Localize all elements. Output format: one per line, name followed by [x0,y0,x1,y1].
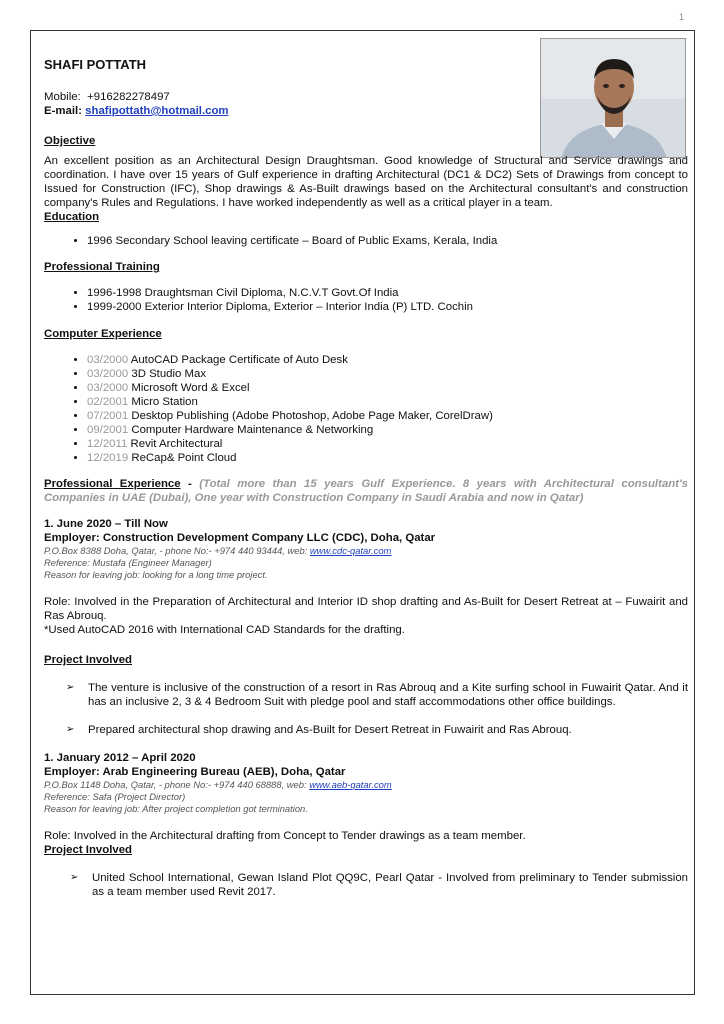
experience-summary-text: (Total more than 15 years Gulf Experience. 8 years with Architectural consultant's Companies in UAE (Dubai), One year with Construction Company in Saudi Arabia and now in Qatar) [44,478,688,504]
item-date: 03/2000 [87,382,129,394]
item-text: AutoCAD Package Certificate of Auto Desk [130,354,348,366]
item-text: Desktop Publishing (Adobe Photoshop, Adobe Page Maker, CorelDraw) [131,410,493,422]
job2-reference: Reference: Safa (Project Director) [44,791,186,802]
item-text: Revit Architectural [130,438,223,450]
training-list [44,286,688,314]
education-list [44,234,688,248]
objective-heading: Objective [44,135,96,147]
job1-employer: Employer: Construction Development Company LLC (CDC), Doha, Qatar [44,532,436,544]
job2-reason: Reason for leaving job: After project completion got termination. [44,803,308,814]
list-item [87,423,688,437]
list-item: • 1996-1998 Draughtsman Civil Diploma, N.C.V.T Govt.Of India [87,286,688,300]
item-text: Microsoft Word & Excel [131,382,250,394]
email-label: E-mail: [44,105,82,117]
list-item [87,437,688,451]
list-item [87,451,688,465]
training-heading: Professional Training [44,261,160,273]
job1-title: 1. June 2020 – Till Now [44,518,168,530]
list-item [87,381,688,395]
item-date: 03/2000 [87,354,129,366]
item-text: 3D Studio Max [131,368,207,380]
list-item [66,681,688,709]
list-item [66,723,688,737]
arrow-bullet-icon: ➢ [66,682,75,693]
experience-heading: Professional Experience [44,478,181,490]
job2-address [44,779,688,791]
list-item [87,409,688,423]
item-date: 12/2011 [87,438,128,450]
mobile-label: Mobile: [44,91,81,103]
item-date: 03/2000 [87,368,129,380]
item-date: 09/2001 [87,424,129,436]
job1-web-link[interactable]: www.cdc-qatar.com [309,545,392,556]
job2-title: 1. January 2012 – April 2020 [44,752,196,764]
computer-list [44,353,688,465]
mobile-line [44,90,688,104]
list-item [87,367,688,381]
item-date: 12/2019 [87,452,129,464]
experience-dash: - [180,478,200,490]
list-item [70,871,688,899]
item-text: The venture is inclusive of the construction of a resort in Ras Abrouq and a Kite surfing school in Fuwairit Qatar. And it has an inclusive 2, 3 & 4 Bedroom Suit with pledge pool and staff accommodations other office buildings. [88,682,688,708]
list-item [87,395,688,409]
job2-project-list [44,871,688,899]
job1-reason: Reason for leaving job: looking for a long time project. [44,569,268,580]
job2-projects-heading: Project Involved [44,844,132,856]
arrow-bullet-icon: ➢ [70,872,79,883]
job1-address [44,545,688,557]
email-line [44,104,688,118]
job2-employer: Employer: Arab Engineering Bureau (AEB), Doha, Qatar [44,766,346,778]
item-text: Computer Hardware Maintenance & Networking [131,424,374,436]
job2-address-text: P.O.Box 1148 Doha, Qatar, - phone No:- +974 440 68888, web: [44,779,310,790]
mobile-number: +916282278497 [87,91,170,103]
job1-projects-heading: Project Involved [44,654,132,666]
job2-web-link[interactable]: www.aeb-qatar.com [309,779,392,790]
email-link[interactable]: shafipottath@hotmail.com [85,105,229,117]
job1-address-text: P.O.Box 8388 Doha, Qatar, - phone No:- +974 440 93444, web: [44,545,310,556]
job1-note: *Used AutoCAD 2016 with International CAD Standards for the drafting. [44,624,405,636]
list-item: • 1996 Secondary School leaving certificate – Board of Public Exams, Kerala, India [87,234,688,248]
objective-text: An excellent position as an Architectural Design Draughtsman. Good knowledge of Structural and Service drawings and coordination. I have over 15 years of Gulf experience in drafting Architectural (DC1 & DC2) Sets of Drawings from concept to Issued for Construction (IFC), Shop drawings & As-Built drawings based on the Architectural consultant's and construction company's Rules and Regulations. I have worked independently as well as a critical player in a team. [44,155,688,209]
arrow-bullet-icon: ➢ [66,724,75,735]
item-date: 02/2001 [87,396,129,408]
item-text: Prepared architectural shop drawing and As-Built for Desert Retreat in Fuwairit and Ras Abrouq. [88,724,572,736]
job1-reference: Reference: Mustafa (Engineer Manager) [44,557,212,568]
resume-content [44,52,688,907]
job1-role: Role: Involved in the Preparation of Architectural and Interior ID shop drafting and As-Built for Desert Retreat at – Fuwairit and Ras Abrouq. [44,596,688,622]
item-text: Micro Station [131,396,198,408]
job2-role: Role: Involved in the Architectural drafting from Concept to Tender drawings as a team member. [44,830,526,842]
education-heading: Education [44,211,100,223]
candidate-name: SHAFI POTTATH [44,57,147,72]
job1-project-list [44,681,688,737]
list-item: • 1999-2000 Exterior Interior Diploma, Exterior – Interior India (P) LTD. Cochin [87,300,688,314]
list-item [87,353,688,367]
item-text: United School International, Gewan Island Plot QQ9C, Pearl Qatar - Involved from preliminary to Tender submission as a team member used Revit 2017. [92,872,688,898]
item-text: ReCap& Point Cloud [131,452,237,464]
item-date: 07/2001 [87,410,129,422]
computer-heading: Computer Experience [44,328,162,340]
experience-summary [44,477,688,505]
page-number: 1 [678,12,684,22]
